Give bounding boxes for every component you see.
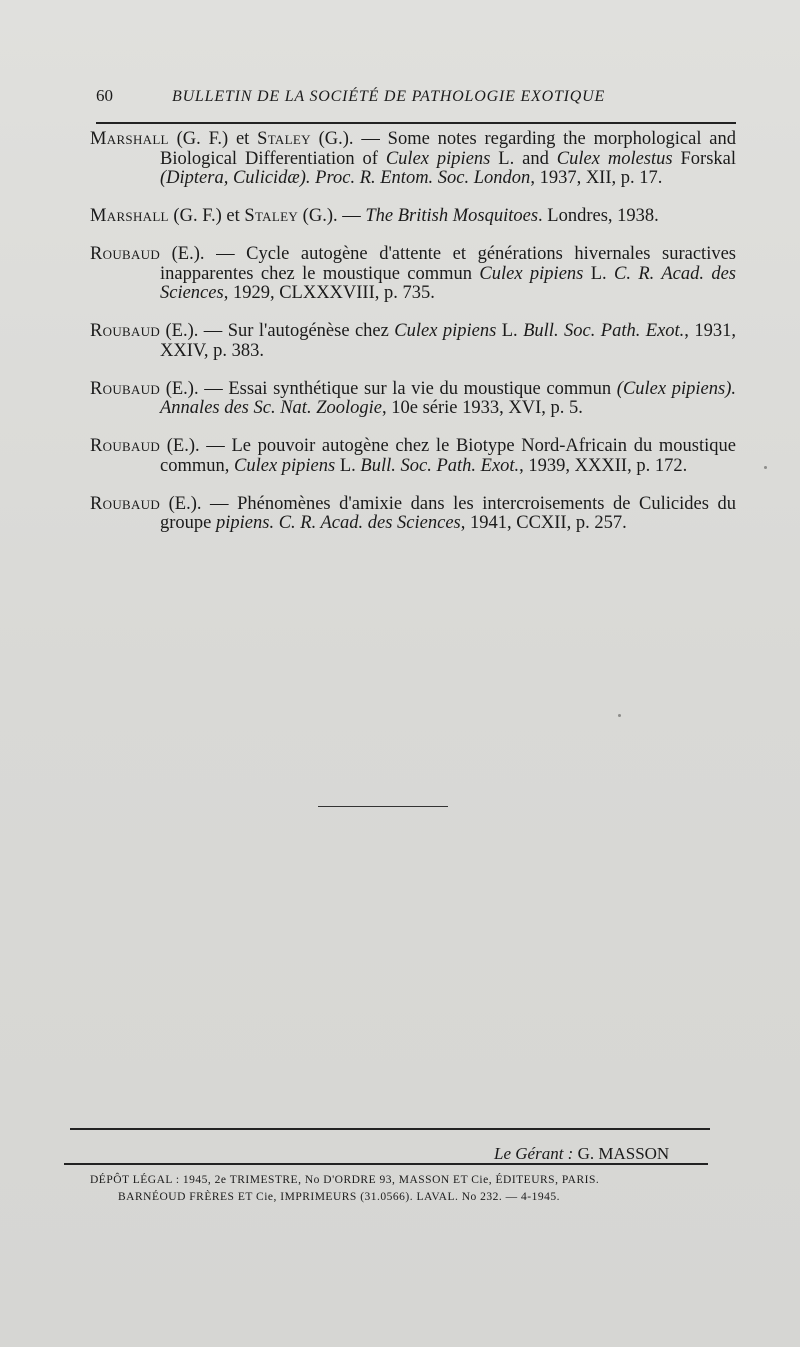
imprint-line-2: BARNÉOUD FRÈRES ET Cie, IMPRIMEURS (31.0566). LAVAL. No 232. — 4-1945. bbox=[118, 1191, 560, 1203]
reference-item: Roubaud (E.). — Phénomènes d'amixie dans les intercroisements de Culicides du groupe pipiens. C. R. Acad. des Sciences, 1941, CCXII, p. 257. bbox=[90, 493, 736, 533]
author-name: Roubaud bbox=[90, 493, 161, 514]
author-name: Staley bbox=[257, 129, 311, 149]
author-name: Roubaud bbox=[90, 321, 161, 341]
paper-speck bbox=[618, 714, 621, 717]
header-rule bbox=[96, 122, 736, 124]
gerant-line: Le Gérant : G. MASSON bbox=[494, 1144, 670, 1163]
author-name: Marshall bbox=[90, 129, 169, 149]
page-header bbox=[96, 86, 736, 114]
reference-item: Roubaud (E.). — Cycle autogène d'attente et générations hivernales suractives inapparentes chez le moustique commun Culex pipiens L. C. R. Acad. des Sciences, 1929, CLXXXVIII, p. 735. bbox=[90, 244, 736, 303]
footer-rule-top bbox=[70, 1128, 710, 1130]
imprint bbox=[90, 1172, 710, 1206]
reference-item: Marshall (G. F.) et Staley (G.). — Some notes regarding the morphological and Biological Differentiation of Culex pipiens L. and Culex molestus Forskal (Diptera, Culicidæ). Proc. R. Entom. Soc. London, 1937, XII, p. 17. bbox=[90, 129, 737, 188]
reference-item: Roubaud (E.). — Le pouvoir autogène chez le Biotype Nord-Africain du moustique commun, Culex pipiens L. Bull. Soc. Path. Exot., 1939, XXXII, p. 172. bbox=[90, 436, 736, 476]
author-name: Marshall bbox=[90, 206, 169, 226]
author-name: Roubaud bbox=[90, 244, 161, 264]
paper-speck bbox=[764, 466, 767, 469]
section-divider bbox=[318, 806, 448, 807]
footer-rule-bottom bbox=[64, 1163, 708, 1165]
author-name: Roubaud bbox=[90, 378, 161, 399]
page-number: 60 bbox=[96, 86, 113, 105]
reference-list bbox=[90, 130, 736, 539]
reference-item: Roubaud (E.). — Essai synthétique sur la vie du moustique commun (Culex pipiens). Annales des Sc. Nat. Zoologie, 10e série 1933, XVI, p. 5. bbox=[90, 378, 736, 418]
author-name: Staley bbox=[244, 206, 299, 226]
reference-item: Marshall (G. F.) et Staley (G.). — The British Mosquitoes. Londres, 1938. bbox=[90, 206, 659, 226]
imprint-line-1: DÉPÔT LÉGAL : 1945, 2e TRIMESTRE, No D'ORDRE 93, MASSON ET Cie, ÉDITEURS, PARIS. bbox=[90, 1174, 600, 1186]
running-title: BULLETIN DE LA SOCIÉTÉ DE PATHOLOGIE EXOTIQUE bbox=[172, 88, 606, 105]
reference-item: Roubaud (E.). — Sur l'autogénèse chez Culex pipiens L. Bull. Soc. Path. Exot., 1931, XXIV, p. 383. bbox=[90, 321, 736, 361]
author-name: Roubaud bbox=[90, 436, 161, 456]
